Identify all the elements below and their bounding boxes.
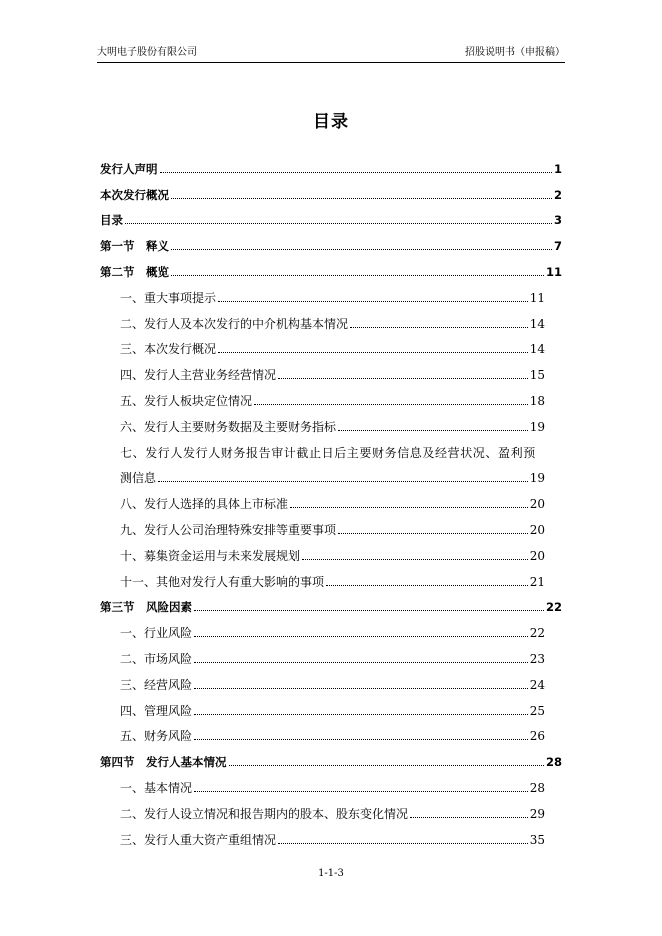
toc-entry-label: 十、募集资金运用与未来发展规划 (120, 548, 301, 563)
toc-entry-page-number: 3 (553, 213, 562, 228)
toc-section-entry[interactable] (100, 254, 562, 280)
toc-entry-label: 二、市场风险 (120, 651, 193, 666)
toc-entry-label: 第二节 概览 (100, 264, 169, 279)
toc-dot-leader (302, 559, 528, 560)
toc-subsection-entry[interactable] (100, 564, 545, 590)
toc-dot-leader (171, 275, 544, 276)
toc-entry-label: 三、本次发行概况 (120, 342, 217, 357)
toc-dot-leader (194, 610, 544, 611)
toc-dot-leader (160, 172, 552, 173)
toc-subsection-entry[interactable] (100, 538, 545, 564)
toc-subsection-entry[interactable] (100, 693, 545, 719)
table-of-contents (100, 151, 562, 848)
toc-entry-label: 发行人声明 (100, 161, 158, 176)
toc-entry-label: 本次发行概况 (100, 187, 169, 202)
toc-dot-leader (254, 404, 528, 405)
toc-dot-leader (410, 817, 528, 818)
toc-entry-label: 第一节 释义 (100, 239, 169, 254)
toc-entry-page-number: 35 (529, 832, 545, 847)
toc-dot-leader (229, 765, 544, 766)
header-document-type: 招股说明书（申报稿） (465, 47, 565, 58)
toc-dot-leader (194, 662, 528, 663)
toc-section-entry[interactable] (100, 177, 562, 203)
toc-dot-leader (218, 301, 528, 302)
toc-entry-label: 一、行业风险 (120, 626, 193, 641)
header-company-name: 大明电子股份有限公司 (97, 47, 197, 58)
toc-dot-leader (158, 481, 528, 482)
toc-entry-label: 三、发行人重大资产重组情况 (120, 832, 277, 847)
toc-entry-page-number: 28 (529, 780, 545, 795)
toc-entry-label: 第三节 风险因素 (100, 600, 192, 615)
page-title: 目录 (313, 112, 349, 132)
toc-dot-leader (278, 378, 528, 379)
toc-entry-page-number: 1 (553, 161, 562, 176)
toc-dot-leader (218, 352, 528, 353)
toc-section-entry[interactable] (100, 744, 562, 770)
toc-dot-leader (194, 714, 528, 715)
toc-entry-page-number: 26 (529, 729, 545, 744)
toc-entry-page-number: 7 (553, 239, 562, 254)
toc-entry-page-number: 22 (529, 626, 545, 641)
toc-dot-leader (194, 791, 528, 792)
toc-entry-label: 二、发行人设立情况和报告期内的股本、股东变化情况 (120, 806, 409, 821)
toc-entry-page-number: 23 (529, 651, 545, 666)
toc-subsection-entry[interactable] (100, 719, 545, 745)
toc-entry-label: 四、发行人主营业务经营情况 (120, 368, 277, 383)
toc-dot-leader (194, 739, 528, 740)
toc-subsection-entry[interactable] (100, 512, 545, 538)
toc-entry-page-number: 24 (529, 677, 545, 692)
toc-entry-page-number: 14 (529, 316, 545, 331)
toc-entry-page-number: 19 (529, 419, 545, 434)
toc-section-entry[interactable] (100, 151, 562, 177)
toc-subsection-entry[interactable] (100, 332, 545, 358)
toc-entry-page-number: 14 (529, 342, 545, 357)
toc-entry-label: 三、经营风险 (120, 677, 193, 692)
toc-entry-label: 十一、其他对发行人有重大影响的事项 (120, 574, 325, 589)
toc-entry-label: 一、重大事项提示 (120, 290, 217, 305)
toc-entry-page-number: 19 (529, 471, 545, 486)
toc-entry-label: 七、发行人发行人财务报告审计截止日后主要财务信息及经营状况、盈利预 (120, 445, 536, 460)
toc-entry-label: 二、发行人及本次发行的中介机构基本情况 (120, 316, 349, 331)
toc-section-entry[interactable] (100, 590, 562, 616)
toc-dot-leader (278, 843, 528, 844)
toc-subsection-entry[interactable] (100, 357, 545, 383)
page-number: 1-1-3 (318, 868, 344, 879)
toc-subsection-entry[interactable] (100, 461, 545, 487)
toc-entry-page-number: 21 (529, 574, 545, 589)
toc-subsection-entry[interactable] (100, 796, 545, 822)
toc-dot-leader (338, 430, 528, 431)
toc-subsection-entry[interactable] (100, 615, 545, 641)
toc-dot-leader (326, 585, 528, 586)
toc-entry-page-number: 22 (545, 600, 562, 615)
toc-subsection-entry[interactable] (100, 486, 545, 512)
toc-subsection-entry[interactable] (100, 822, 545, 848)
toc-entry-page-number: 20 (529, 548, 545, 563)
toc-subsection-entry[interactable] (100, 409, 545, 435)
toc-subsection-entry[interactable] (100, 770, 545, 796)
toc-entry-label: 六、发行人主要财务数据及主要财务指标 (120, 419, 337, 434)
toc-section-entry[interactable] (100, 228, 562, 254)
toc-section-entry[interactable] (100, 203, 562, 229)
toc-entry-page-number: 25 (529, 703, 545, 718)
toc-subsection-entry[interactable] (100, 641, 545, 667)
toc-entry-page-number: 2 (553, 187, 562, 202)
toc-entry-page-number: 20 (529, 497, 545, 512)
toc-entry-label: 第四节 发行人基本情况 (100, 755, 227, 770)
toc-entry-page-number: 28 (545, 755, 562, 770)
toc-subsection-entry[interactable] (100, 667, 545, 693)
toc-entry-label: 八、发行人选择的具体上市标准 (120, 497, 289, 512)
toc-entry-page-number: 20 (529, 522, 545, 537)
toc-entry-label: 一、基本情况 (120, 780, 193, 795)
toc-dot-leader (171, 198, 552, 199)
toc-entry-page-number: 11 (529, 290, 545, 305)
toc-entry-label: 九、发行人公司治理特殊安排等重要事项 (120, 522, 337, 537)
toc-entry-label: 目录 (100, 213, 123, 228)
page-header (97, 46, 565, 63)
toc-dot-leader (125, 223, 552, 224)
toc-subsection-entry[interactable] (100, 435, 545, 461)
toc-entry-label: 五、财务风险 (120, 729, 193, 744)
toc-dot-leader (338, 533, 528, 534)
toc-entry-page-number: 18 (529, 393, 545, 408)
toc-dot-leader (290, 507, 528, 508)
toc-entry-page-number: 29 (529, 806, 545, 821)
toc-entry-page-number: 15 (529, 368, 545, 383)
toc-subsection-entry[interactable] (100, 383, 545, 409)
toc-subsection-entry[interactable] (100, 306, 545, 332)
toc-entry-page-number: 11 (545, 264, 562, 279)
toc-entry-label: 四、管理风险 (120, 703, 193, 718)
toc-dot-leader (194, 636, 528, 637)
toc-entry-label: 测信息 (120, 471, 157, 486)
toc-entry-label: 五、发行人板块定位情况 (120, 393, 253, 408)
toc-dot-leader (350, 327, 528, 328)
toc-dot-leader (171, 249, 552, 250)
toc-dot-leader (194, 688, 528, 689)
toc-subsection-entry[interactable] (100, 280, 545, 306)
